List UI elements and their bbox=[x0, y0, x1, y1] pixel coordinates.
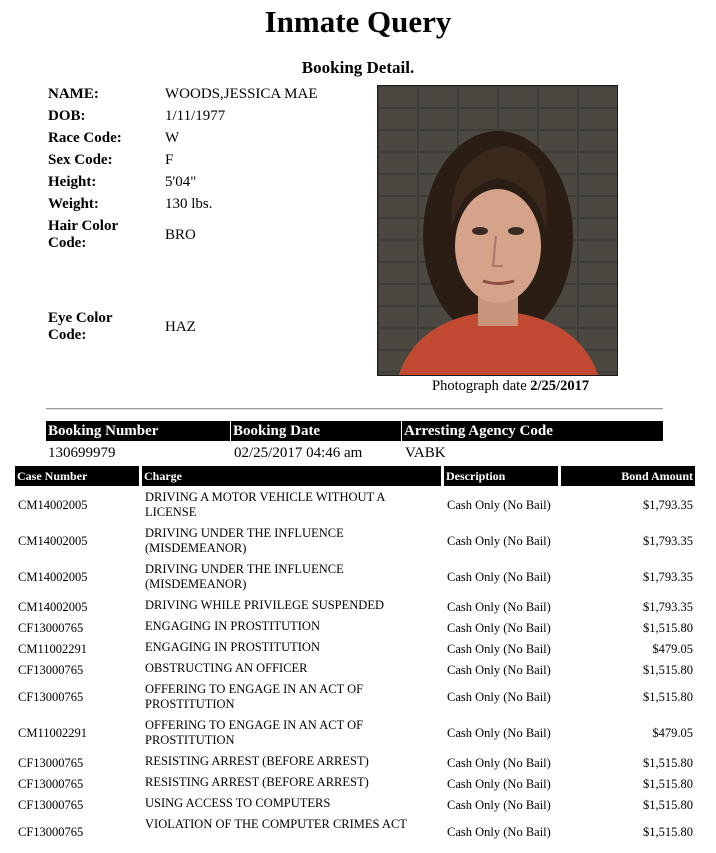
bond-amount-cell: $1,515.80 bbox=[643, 621, 693, 635]
case-number-cell: CM14002005 bbox=[18, 498, 88, 512]
name-value: WOODS,JESSICA MAE bbox=[165, 86, 318, 102]
description-cell: Cash Only (No Bail) bbox=[447, 621, 551, 635]
sex-label: Sex Code: bbox=[48, 152, 113, 168]
charge-row bbox=[0, 640, 716, 661]
name-label: NAME: bbox=[48, 86, 99, 102]
photograph-date bbox=[432, 378, 589, 395]
description-header: Description bbox=[444, 466, 558, 486]
bond-amount-cell: $479.05 bbox=[652, 726, 693, 740]
charge-cell: DRIVING WHILE PRIVILEGE SUSPENDED bbox=[145, 598, 384, 612]
charge-row bbox=[0, 775, 716, 796]
charge-cell: ENGAGING IN PROSTITUTION bbox=[145, 619, 320, 633]
charge-cell: DRIVING A MOTOR VEHICLE WITHOUT A LICENSE bbox=[145, 490, 385, 519]
bond-amount-cell: $1,515.80 bbox=[643, 825, 693, 839]
charge-row bbox=[0, 796, 716, 817]
weight-value: 130 lbs. bbox=[165, 196, 213, 212]
charge-row bbox=[0, 718, 716, 754]
dob-value: 1/11/1977 bbox=[165, 108, 226, 124]
case-number-cell: CF13000765 bbox=[18, 777, 84, 791]
charge-header: Charge bbox=[142, 466, 441, 486]
charge-row bbox=[0, 526, 716, 562]
description-cell: Cash Only (No Bail) bbox=[447, 642, 551, 656]
bond-amount-cell: $1,793.35 bbox=[643, 534, 693, 548]
case-number-header: Case Number bbox=[15, 466, 139, 486]
photograph-date-value: 2/25/2017 bbox=[530, 378, 590, 394]
page-subtitle: Booking Detail. bbox=[301, 58, 415, 77]
booking-date-value: 02/25/2017 04:46 am bbox=[234, 445, 363, 461]
bond-amount-cell: $1,793.35 bbox=[643, 570, 693, 584]
case-number-cell: CF13000765 bbox=[18, 663, 84, 677]
case-number-cell: CM11002291 bbox=[18, 642, 87, 656]
charge-cell: DRIVING UNDER THE INFLUENCE (MISDEMEANOR) bbox=[145, 526, 344, 555]
charge-row bbox=[0, 562, 716, 598]
arresting-agency-header: Arresting Agency Code bbox=[402, 421, 663, 441]
bond-amount-cell: $1,515.80 bbox=[643, 690, 693, 704]
hair-color-value: BRO bbox=[165, 227, 196, 243]
case-number-cell: CF13000765 bbox=[18, 756, 84, 770]
booking-photo bbox=[377, 85, 618, 376]
case-number-cell: CM14002005 bbox=[18, 570, 88, 584]
bond-amount-cell: $1,515.80 bbox=[643, 756, 693, 770]
eye-color-value: HAZ bbox=[165, 319, 196, 335]
charge-cell: OBSTRUCTING AN OFFICER bbox=[145, 661, 308, 675]
booking-number-value: 130699979 bbox=[48, 445, 116, 461]
description-cell: Cash Only (No Bail) bbox=[447, 726, 551, 740]
booking-number-header: Booking Number bbox=[46, 421, 230, 441]
dob-label: DOB: bbox=[48, 108, 86, 124]
charge-row bbox=[0, 490, 716, 526]
case-number-cell: CF13000765 bbox=[18, 621, 84, 635]
charge-cell: OFFERING TO ENGAGE IN AN ACT OF PROSTITUTION bbox=[145, 718, 364, 747]
charge-cell: RESISTING ARREST (BEFORE ARREST) bbox=[145, 775, 369, 789]
case-number-cell: CF13000765 bbox=[18, 798, 84, 812]
description-cell: Cash Only (No Bail) bbox=[447, 777, 551, 791]
bond-amount-cell: $1,515.80 bbox=[643, 777, 693, 791]
bond-amount-cell: $479.05 bbox=[652, 642, 693, 656]
charge-row bbox=[0, 817, 716, 853]
description-cell: Cash Only (No Bail) bbox=[447, 663, 551, 677]
eye-color-label: Eye Color Code: bbox=[48, 310, 113, 343]
charge-row bbox=[0, 619, 716, 640]
case-number-cell: CM11002291 bbox=[18, 726, 87, 740]
bond-amount-cell: $1,515.80 bbox=[643, 663, 693, 677]
charge-row bbox=[0, 682, 716, 718]
charge-row bbox=[0, 598, 716, 619]
page-title: Inmate Query bbox=[264, 4, 452, 39]
race-label: Race Code: bbox=[48, 130, 122, 146]
charge-row bbox=[0, 754, 716, 775]
charge-cell: USING ACCESS TO COMPUTERS bbox=[145, 796, 331, 810]
bond-amount-cell: $1,793.35 bbox=[643, 600, 693, 614]
charge-cell: RESISTING ARREST (BEFORE ARREST) bbox=[145, 754, 369, 768]
hair-color-label: Hair Color Code: bbox=[48, 218, 118, 251]
charge-cell: VIOLATION OF THE COMPUTER CRIMES ACT bbox=[145, 817, 407, 831]
charge-cell: ENGAGING IN PROSTITUTION bbox=[145, 640, 320, 654]
charge-cell: OFFERING TO ENGAGE IN AN ACT OF PROSTITUTION bbox=[145, 682, 364, 711]
bond-amount-header: Bond Amount bbox=[561, 466, 695, 486]
arresting-agency-value: VABK bbox=[405, 445, 446, 461]
height-value: 5'04" bbox=[165, 174, 197, 190]
bond-amount-cell: $1,515.80 bbox=[643, 798, 693, 812]
sex-value: F bbox=[165, 152, 174, 168]
description-cell: Cash Only (No Bail) bbox=[447, 690, 551, 704]
description-cell: Cash Only (No Bail) bbox=[447, 825, 551, 839]
description-cell: Cash Only (No Bail) bbox=[447, 756, 551, 770]
description-cell: Cash Only (No Bail) bbox=[447, 570, 551, 584]
bond-amount-cell: $1,793.35 bbox=[643, 498, 693, 512]
photograph-date-label: Photograph date bbox=[432, 378, 527, 394]
case-number-cell: CF13000765 bbox=[18, 690, 84, 704]
case-number-cell: CM14002005 bbox=[18, 534, 88, 548]
divider bbox=[46, 408, 663, 410]
description-cell: Cash Only (No Bail) bbox=[447, 498, 551, 512]
height-label: Height: bbox=[48, 174, 97, 190]
case-number-cell: CM14002005 bbox=[18, 600, 88, 614]
charge-cell: DRIVING UNDER THE INFLUENCE (MISDEMEANOR) bbox=[145, 562, 344, 591]
charge-row bbox=[0, 661, 716, 682]
booking-date-header: Booking Date bbox=[231, 421, 401, 441]
description-cell: Cash Only (No Bail) bbox=[447, 600, 551, 614]
case-number-cell: CF13000765 bbox=[18, 825, 84, 839]
race-value: W bbox=[165, 130, 180, 146]
weight-label: Weight: bbox=[48, 196, 99, 212]
description-cell: Cash Only (No Bail) bbox=[447, 798, 551, 812]
description-cell: Cash Only (No Bail) bbox=[447, 534, 551, 548]
